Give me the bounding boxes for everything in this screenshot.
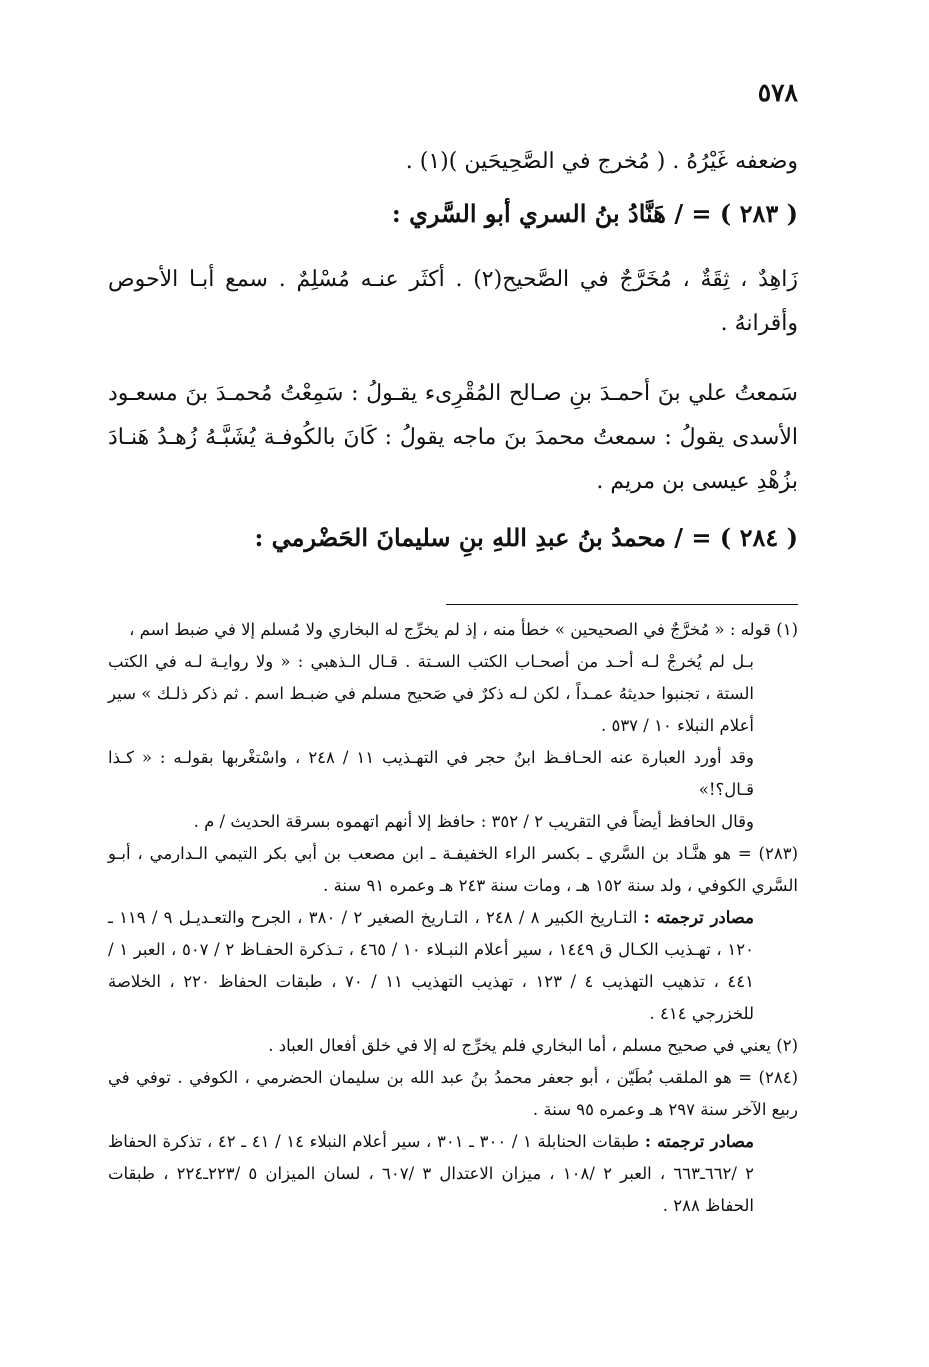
footnote-1-line-1: (١) قوله : « مُخرَّجٌ في الصحيحين » خطأ منه ، إذ لم يخرِّج له البخاري ولا مُسلم إلا في ضبط اسم ، — [129, 620, 798, 639]
footnotes — [108, 614, 798, 1222]
footnote-1-line-2: بـل لم يُخرجْ لـه أحـد من أصحـاب الكتب السـتة . قـال الـذهبي : « ولا روايـة لـه في الكتب الستة ، تجنبوا حديثهُ عمـداً ، لكن لـه ذكرٌ في صَحيح مسلم في ضبـط اسم . ثم ذكر ذلـك » سير أعلام النبلاء ١٠ / ٥٣٧ . — [108, 652, 754, 735]
book-page — [108, 0, 798, 1367]
footnote-1-line-4: وقال الحافظ أيضاً في التقريب ٢ / ٣٥٢ : حافظ إلا أنهم اتهموه بسرقة الحديث / م . — [193, 812, 754, 831]
footnote-separator — [446, 604, 798, 605]
page-number: ٥٧٨ — [757, 78, 798, 107]
footnote-1-line-3: وقد أورد العبارة عنه الحـافـظ ابنُ حجر في التهـذيب ١١ / ٢٤٨ ، واسْتغْربها بقولـه : « كـذا قـال؟!» — [108, 748, 754, 799]
footnote-283 — [108, 838, 798, 1030]
entry-283-paragraph-2: سَمعتُ علي بنَ أحمـدَ بنِ صـالح المُقْرِىء يقـولُ : سَمِعْتُ مُحمـدَ بنَ مسعـود الأسدى يقولُ : سمعتُ محمدَ بنَ ماجه يقولُ : كَانَ بالكُوفـة يُشَبَّـهُ زُهـدُ هَنـادَ بزُهْدِ عيسى بن مريم . — [108, 381, 798, 494]
footnote-284-sources-label: مصادر ترجمته : — [644, 1132, 754, 1151]
footnote-284-sources — [108, 1126, 798, 1222]
entry-283-paragraph-1: زَاهِدٌ ، ثِقَةٌ ، مُخَرَّجٌ في الصَّحيح(٢) . أكثَر عنـه مُسْلِمٌ . سمع أبـا الأحوص وأقرانهُ . — [108, 267, 798, 336]
footnote-284 — [108, 1062, 798, 1222]
entry-283-heading: ( ٢٨٣ ) = / هَنَّادُ بنُ السري أبو السَّري : — [391, 199, 798, 228]
entry-284-heading: ( ٢٨٤ ) = / محمدُ بنُ عبدِ اللهِ بنِ سليمانَ الحَضْرمي : — [254, 523, 798, 552]
footnote-1 — [108, 614, 798, 838]
main-text — [108, 140, 798, 560]
footnote-2-line-1: (٢) يعني في صحيح مسلم ، أما البخاري فلم يخرِّج له إلا في خلق أفعال العباد . — [268, 1036, 798, 1055]
footnote-284-sources-text: طبقات الحنابلة ١ / ٣٠٠ ـ ٣٠١ ، سير أعلام النبلاء ١٤ / ٤١ ـ ٤٢ ، تذكرة الحفاظ ٢ /٦٦٢ـ٦٦٣ ، العبر ٢ /١٠٨ ، ميزان الاعتدال ٣ /٦٠٧ ، لسان الميزان ٥ /٢٢٣ـ٢٢٤ ، طبقات الحفاظ ٢٨٨ . — [108, 1132, 755, 1215]
footnote-283-line-1: (٢٨٣) = هو هنَّـاد بن السَّري ـ بكسر الراء الخفيفـة ـ ابن مصعب بن أبي بكر التيمي الـدارمي ، أبـو السَّري الكوفي ، ولد سنة ١٥٢ هـ ، ومات سنة ٢٤٣ هـ وعمره ٩١ سنة . — [108, 844, 798, 895]
footnote-2 — [108, 1030, 798, 1062]
footnote-283-sources-text: التـاريخ الكبير ٨ / ٢٤٨ ، التـاريخ الصغير ٢ / ٣٨٠ ، الجرح والتعـديـل ٩ / ١١٩ ـ ١٢٠ ، تهـذيب الكـال ق ١٤٤٩ ، سير أعلام النبـلاء ١٠ / ٤٦٥ ، تـذكرة الحفـاظ ٢ / ٥٠٧ ، العبر ١ / ٤٤١ ، تذهيب التهذيب ٤ / ١٢٣ ، تهذيب التهذيب ١١ / ٧٠ ، طبقات الحفاظ ٢٢٠ ، الخلاصة للخزرجي ٤١٤ . — [108, 908, 754, 1023]
intro-line: وضعفه غَيْرُهُ . ( مُخرج في الصَّحِيحَين )(١) . — [405, 149, 798, 174]
footnote-283-sources-label: مصادر ترجمته : — [643, 908, 754, 927]
footnote-284-line-1: (٢٨٤) = هو الملقب بُطَيّن ، أبو جعفر محمدُ بنُ عبد الله بن سليمان الحضرمي ، الكوفي . توفي في ربيع الآخر سنة ٢٩٧ هـ وعمره ٩٥ سنة . — [108, 1068, 798, 1119]
footnote-283-sources — [108, 902, 798, 1030]
